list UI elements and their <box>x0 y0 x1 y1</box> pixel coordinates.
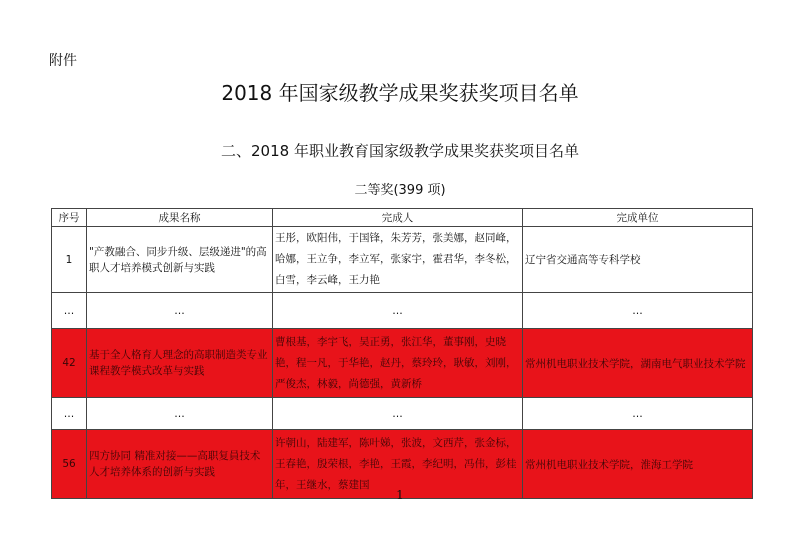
cell-no: 1 <box>52 227 87 293</box>
cell-unit: 常州机电职业技术学院，淮海工学院 <box>523 430 753 499</box>
cell-people: … <box>273 398 523 430</box>
cell-name: … <box>87 293 273 329</box>
attachment-label: 附件 <box>49 53 77 69</box>
page-number: 1 <box>396 488 404 502</box>
award-table <box>51 208 753 499</box>
cell-people: … <box>273 293 523 329</box>
table-row-ellipsis <box>52 293 753 329</box>
cell-people: 曹根基，李宇飞，吴正勇，张江华，董事刚，史晓艳，程一凡，于华艳，赵丹，蔡玲玲，耿敏，刘刚，严俊杰，林毅，尚德强，黄新桥 <box>273 329 523 398</box>
table-row-ellipsis <box>52 398 753 430</box>
cell-people: 许朝山，陆建军，陈叶娣，张波，文西芹，张金标，王春艳，殷荣根，李艳，王霞，李纪明，冯伟，彭桂年，王继水，蔡建国 <box>273 430 523 499</box>
column-header-people: 完成人 <box>273 209 523 227</box>
award-level-title: 二等奖(399 项) <box>354 183 446 198</box>
cell-unit: 常州机电职业技术学院，湖南电气职业技术学院 <box>523 329 753 398</box>
cell-no: 42 <box>52 329 87 398</box>
column-header-no: 序号 <box>52 209 87 227</box>
cell-no: … <box>52 293 87 329</box>
cell-name: 四方协同 精准对接——高职复員技术人才培养体系的创新与实践 <box>87 430 273 499</box>
table-row <box>52 227 753 293</box>
cell-name: "产教融合、同步升级、层级递进"的高职人才培养模式创新与实践 <box>87 227 273 293</box>
table-row-highlighted <box>52 329 753 398</box>
table-header-row <box>52 209 753 227</box>
cell-name: … <box>87 398 273 430</box>
page-title: 2018 年国家级教学成果奖获奖项目名单 <box>221 81 579 105</box>
cell-unit: … <box>523 293 753 329</box>
cell-no: 56 <box>52 430 87 499</box>
cell-unit: 辽宁省交通高等专科学校 <box>523 227 753 293</box>
cell-unit: … <box>523 398 753 430</box>
cell-name: 基于全人格育人理念的高职制造类专业课程教学模式改革与实践 <box>87 329 273 398</box>
cell-people: 王彤，欧阳伟，于国锋，朱芳芳，张美娜，赵同峰，哈娜，王立争，李立军，张家宇，霍君华，李冬松，白雪，李云峰，王力艳 <box>273 227 523 293</box>
cell-no: … <box>52 398 87 430</box>
section-title: 二、2018 年职业教育国家级教学成果奖获奖项目名单 <box>221 142 579 160</box>
column-header-name: 成果名称 <box>87 209 273 227</box>
column-header-unit: 完成单位 <box>523 209 753 227</box>
